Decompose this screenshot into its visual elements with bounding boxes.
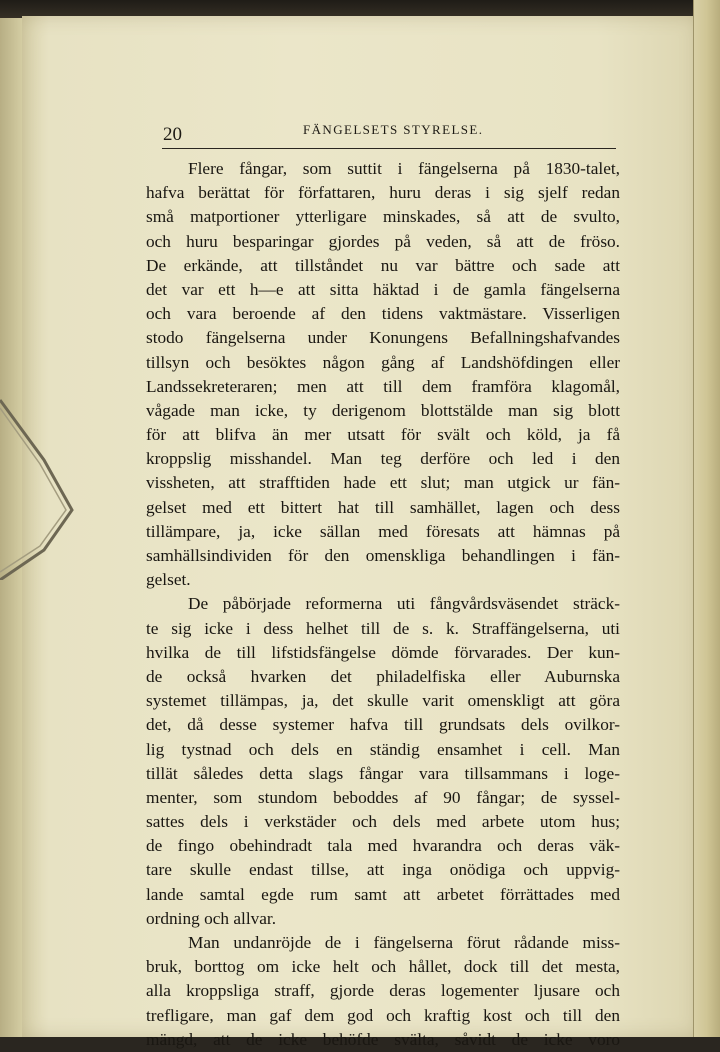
text-line: De erkände, att tillståndet nu var bättre och sade att <box>146 255 620 275</box>
text-line: hafva berättat för författaren, huru deras i sig sjelf redan <box>146 183 620 203</box>
text-line: Landssekreteraren; men att till dem framföra klagomål, <box>146 376 620 396</box>
text-line: Flere fångar, som suttit i fängelserna på 1830-talet, <box>188 159 620 178</box>
text-line: hvilka de till lifstidsfängelse dömde förvarades. Der kun- <box>146 642 620 662</box>
body-text <box>146 157 620 1052</box>
page-header <box>163 122 618 150</box>
text-line: vissheten, att strafftiden hade ett slut; man utgick ur fän- <box>146 473 620 493</box>
running-head: FÄNGELSETS STYRELSE. <box>303 122 484 137</box>
text-line: alla kroppsliga straff, gjorde deras logementer ljusare och <box>146 981 620 1001</box>
header-rule <box>162 148 616 149</box>
text-line: små matportioner ytterligare minskades, så att de svulto, <box>146 207 620 227</box>
text-line: menter, som stundom beboddes af 90 fångar; de syssel- <box>146 787 620 807</box>
text-line: tare skulle endast tillse, att inga onödiga och uppvig- <box>146 860 620 880</box>
text-line: lig tystnad och dels en ständig ensamhet i cell. Man <box>146 739 620 759</box>
text-line: systemet tillämpas, ja, det skulle varit omenskligt att göra <box>146 691 620 711</box>
text-line: mängd, att de icke behöfde svälta, såvidt de icke voro <box>146 1029 620 1049</box>
text-line: bruk, borttog om icke helt och hållet, dock till det mesta, <box>146 957 620 977</box>
text-line: de fingo obehindradt tala med hvarandra och deras väk- <box>146 836 620 856</box>
text-line: te sig icke i dess helhet till de s. k. Straffängelserna, uti <box>146 618 620 638</box>
text-line: ordning och allvar. <box>146 908 277 928</box>
page-number: 20 <box>163 124 182 145</box>
text-line: det var ett h—e att sitta häktad i de gamla fängelserna <box>146 279 620 299</box>
text-line: trefligare, man gaf dem god och kraftig kost och till den <box>146 1005 620 1025</box>
text-line: det, då desse systemer hafva till grundsats dels ovilkor- <box>146 715 620 735</box>
text-line: samhällsindividen för den omenskliga behandlingen i fän- <box>146 546 620 565</box>
text-line: gelset med ett bittert hat till samhället, lagen och dess <box>146 497 620 517</box>
text-line: och vara beroende af den tidens vaktmästare. Visserligen <box>146 304 620 324</box>
text-line: lande samtal egde rum samt att arbetet förrättades med <box>146 884 620 904</box>
text-line: tillämpare, ja, icke sällan med föresats att hämnas på <box>146 521 620 541</box>
text-line: för att blifva än mer utsatt för svält och köld, ja få <box>146 425 620 445</box>
text-line: vågade man icke, ty derigenom blottstälde man sig blott <box>146 400 620 420</box>
text-line: De påbörjade reformerna uti fångvårdsväsendet sträck- <box>188 594 620 614</box>
text-line: Man undanröjde de i fängelserna förut rådande miss- <box>188 933 620 952</box>
text-line: stodo fängelserna under Konungens Befallningshafvandes <box>146 328 620 348</box>
text-line: gelset. <box>146 570 191 590</box>
text-line: tillsyn och besöktes någon gång af Landshöfdingen eller <box>146 352 620 372</box>
text-line: kroppslig misshandel. Man teg derföre och led i den <box>146 449 620 469</box>
text-line: och huru besparingar gjordes på veden, så att de fröso. <box>146 231 620 251</box>
text-line: tillät således detta slags fångar vara tillsammans i loge- <box>146 763 620 783</box>
page-stack-edge <box>693 0 720 1037</box>
text-line: sattes dels i verkstäder och dels med arbete utom hus; <box>146 812 620 832</box>
text-line: de också hvarken det philadelfiska eller Auburnska <box>146 666 620 686</box>
